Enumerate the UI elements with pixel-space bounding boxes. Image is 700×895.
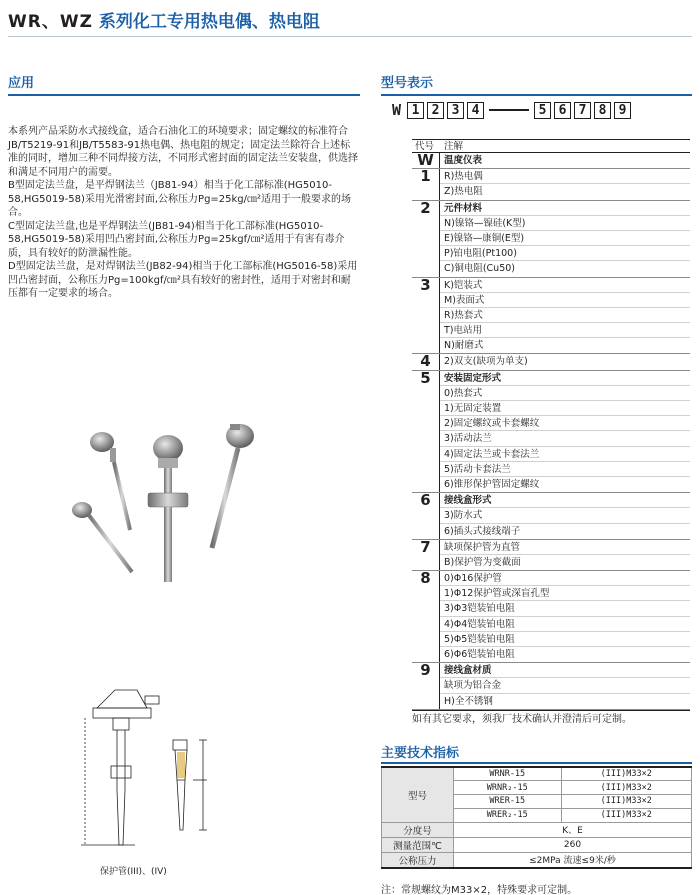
code-row: 3)防水式 <box>440 508 690 523</box>
code-group <box>412 537 690 571</box>
code-row: 4)固定法兰或卡套法兰 <box>440 447 690 462</box>
spec-value: K、E <box>454 822 692 837</box>
code-row: 3)Φ3铠装铂电阻 <box>440 601 690 616</box>
code-row: 4)Φ4铠装铂电阻 <box>440 617 690 632</box>
spec-label: 测量范围℃ <box>382 837 454 852</box>
model-code-table <box>412 139 690 711</box>
code-box: 2 <box>427 102 444 119</box>
code-row: H)全不锈钢 <box>444 695 493 707</box>
title-bar <box>0 0 700 40</box>
application-heading: 应用 <box>8 76 35 91</box>
code-group <box>412 663 690 710</box>
specs-table <box>381 766 692 869</box>
code-group <box>412 153 690 169</box>
code-row: E)镍铬—康铜(E型) <box>440 231 690 246</box>
table-row <box>382 852 692 868</box>
code-box: 5 <box>534 102 551 119</box>
drawing-caption: 保护管(III)、(IV) <box>100 867 167 877</box>
code-row: 3)活动法兰 <box>440 431 690 446</box>
code-row: N)耐磨式 <box>444 340 484 352</box>
code-row: 元件材料 <box>440 201 690 216</box>
table-row <box>382 767 692 781</box>
code-row: 0)Φ16保护管 <box>440 571 690 586</box>
specs-rule <box>381 762 692 764</box>
model-heading: 型号表示 <box>381 76 434 91</box>
code-row: 接线盒形式 <box>440 493 690 508</box>
code-group <box>412 198 690 278</box>
code-row: 5)Φ5铠装铂电阻 <box>440 632 690 647</box>
code-row: 2)双支(缺项为单支) <box>444 356 528 368</box>
probe-2 <box>90 432 130 530</box>
code-group <box>412 354 690 370</box>
code-row: 1)Φ12保护管或深盲孔型 <box>440 586 690 601</box>
code-number: 7 <box>412 540 440 570</box>
model-thread: (III)M33×2 <box>561 781 691 795</box>
code-number: 8 <box>412 571 440 662</box>
probe-1 <box>72 502 132 572</box>
code-row: C)铜电阻(Cu50) <box>444 263 515 275</box>
code-box: 9 <box>614 102 631 119</box>
code-number: 1 <box>412 169 440 199</box>
code-number: 2 <box>412 201 440 277</box>
probe-4 <box>212 424 254 548</box>
application-rule <box>8 94 360 96</box>
model-thread: (III)M33×2 <box>561 795 691 809</box>
spec-label: 分度号 <box>382 822 454 837</box>
code-box: 1 <box>407 102 424 119</box>
specs-heading: 主要技术指标 <box>381 746 460 761</box>
header-code: 代号 <box>415 141 435 152</box>
model-rule <box>381 94 692 96</box>
code-rows <box>440 371 690 493</box>
code-row: R)热套式 <box>440 308 690 323</box>
model-name: WRNR-15 <box>454 767 562 781</box>
table-header <box>412 140 690 153</box>
code-box: 7 <box>574 102 591 119</box>
code-group <box>412 493 690 540</box>
code-rows <box>440 201 690 277</box>
code-box: 6 <box>554 102 571 119</box>
code-row: 安装固定形式 <box>440 371 690 386</box>
paragraph: 本系列产品采防水式接线盒，适合石油化工的环境要求；固定螺纹的标准符合JB/T5219-91和JB/T5583-91热电偶、热电阻的规定；固定法兰除符合上述标准的同时，增加三种不同焊接方法，不同形式密封面的固定法兰安装盘，供选择和满足不同用户的需要。 <box>8 126 358 178</box>
code-rows <box>440 153 690 168</box>
model-thread: (III)M33×2 <box>561 767 691 781</box>
code-rows <box>440 278 690 354</box>
table-body <box>412 153 690 710</box>
model-name: WRNR₂-15 <box>454 781 562 795</box>
code-row: P)铂电阻(Pt100) <box>440 246 690 261</box>
code-number: 9 <box>412 663 440 709</box>
application-text <box>8 125 358 301</box>
code-row: 0)热套式 <box>440 386 690 401</box>
code-row: 5)活动卡套法兰 <box>440 462 690 477</box>
model-name: WRER-15 <box>454 795 562 809</box>
code-rows <box>440 354 690 369</box>
code-row: 6)锥形保护管固定螺纹 <box>444 478 540 490</box>
model-label: 型号 <box>382 767 454 822</box>
code-row: R)热电偶 <box>440 169 690 184</box>
spec-value: 260 <box>454 837 692 852</box>
code-row: B)保护管为变截面 <box>444 556 521 568</box>
code-rows <box>440 169 690 199</box>
model-code <box>392 100 634 120</box>
code-row: 接线盒材质 <box>440 663 690 678</box>
code-row: T)电站用 <box>440 323 690 338</box>
code-row: K)铠装式 <box>440 278 690 293</box>
code-row: 温度仪表 <box>444 155 483 166</box>
header-desc: 注解 <box>444 141 464 152</box>
code-row: N)镍铬—镍硅(K型) <box>440 216 690 231</box>
custom-note: 如有其它要求，须我厂技术确认并澄清后可定制。 <box>412 714 632 725</box>
specs-note: 注：常规螺纹为M33×2，特殊要求可定制。 <box>381 885 578 895</box>
code-number: 4 <box>412 354 440 369</box>
technical-drawing <box>75 680 245 880</box>
page-title <box>8 7 320 32</box>
code-rows <box>440 540 690 570</box>
model-prefix: W <box>392 101 402 119</box>
code-rows <box>440 663 690 709</box>
probe-3 <box>148 435 188 582</box>
code-group <box>412 169 690 200</box>
code-row: 缺项为铝合金 <box>440 678 690 693</box>
paragraph: B型固定法兰盘，是平焊钢法兰（JB81-94）相当于化工部标准(HG5010-58,HG5019-58)采用光滑密封面,公称压力Pg=25kg/㎝²适用于一般要求的场合。 <box>8 180 352 218</box>
spec-label: 公称压力 <box>382 852 454 868</box>
title-divider <box>8 36 692 37</box>
code-number: 3 <box>412 278 440 354</box>
product-photo <box>60 410 350 590</box>
code-dash <box>489 109 529 111</box>
code-box: 3 <box>447 102 464 119</box>
title-text: 系列化工专用热电偶、热电阻 <box>98 12 320 32</box>
table-row <box>382 837 692 852</box>
code-row: Z)热电阻 <box>444 186 483 198</box>
title-code: WR、WZ <box>8 12 93 32</box>
code-group <box>412 368 690 494</box>
code-group <box>412 571 690 663</box>
code-row: 6)插头式接线端子 <box>444 525 521 537</box>
code-number: W <box>412 153 440 168</box>
table-row <box>382 822 692 837</box>
code-row: 1)无固定装置 <box>440 401 690 416</box>
paragraph: C型固定法兰盘,也是平焊钢法兰(JB81-94)相当于化工部标准(HG5010-58,HG5019-58)采用凹凸密封面,公称压力Pg=25kgf/㎝²适用于有害有毒介质，具有较好的防泄漏性能。 <box>8 220 345 259</box>
code-box: 4 <box>467 102 484 119</box>
code-number: 6 <box>412 493 440 539</box>
code-rows <box>440 493 690 539</box>
code-number: 5 <box>412 371 440 493</box>
code-box: 8 <box>594 102 611 119</box>
code-row: 2)固定螺纹或卡套螺纹 <box>440 416 690 431</box>
spec-value: ≤2MPa 流速≤9米/秒 <box>454 852 692 868</box>
code-row: 缺项保护管为直管 <box>440 540 690 555</box>
code-group <box>412 275 690 355</box>
code-row: M)表面式 <box>440 293 690 308</box>
code-rows <box>440 571 690 662</box>
model-thread: (III)M33×2 <box>561 808 691 822</box>
model-name: WRER₂-15 <box>454 808 562 822</box>
paragraph: D型固定法兰盘，是对焊钢法兰(JB82-94)相当于化工部标准(HG5016-58)采用凹凸密封面，公称压力Pg=100kgf/㎝²具有较好的密封性，适用于对密封和耐压都有一定要求的场合。 <box>8 261 358 299</box>
code-row: 6)Φ6铠装铂电阻 <box>444 649 515 660</box>
